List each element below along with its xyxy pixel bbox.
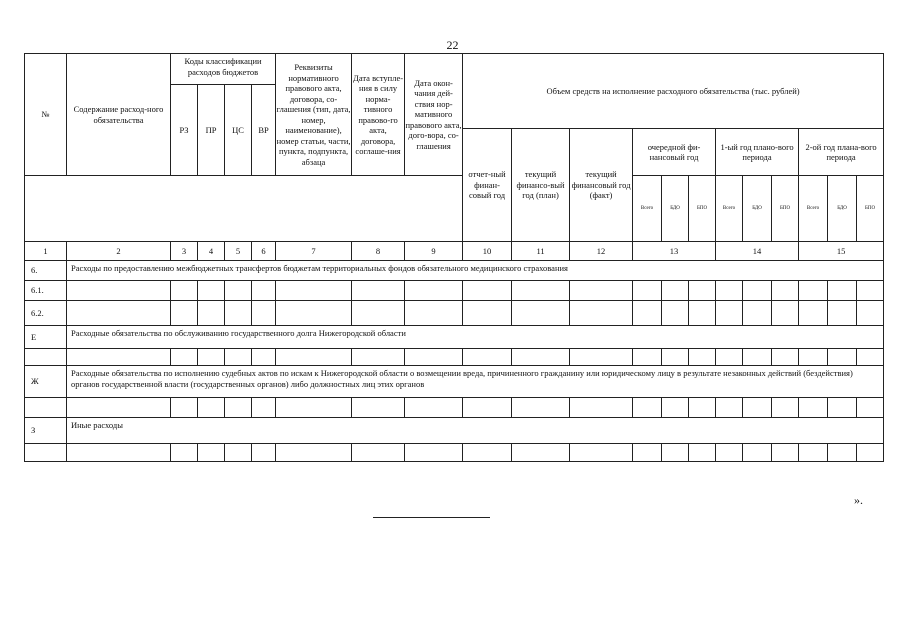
closing-quote: ». bbox=[854, 493, 863, 507]
sub-col-total: Всего bbox=[633, 176, 662, 242]
column-index-row bbox=[25, 242, 884, 261]
header-code-pr: ПР bbox=[198, 85, 225, 176]
sub-col-bdo: БДО bbox=[662, 176, 689, 242]
col-index: 10 bbox=[463, 242, 512, 261]
col-index: 15 bbox=[799, 242, 884, 261]
section-row bbox=[25, 366, 884, 398]
sub-col-total: Всего bbox=[716, 176, 743, 242]
col-index: 14 bbox=[716, 242, 799, 261]
header-code-rz: РЗ bbox=[171, 85, 198, 176]
table-row bbox=[25, 444, 884, 462]
section-title: Иные расходы bbox=[67, 418, 884, 444]
header-requisites: Реквизиты нормативного правового акта, договора, со-глашения (тип, дата, номер, наименование), номер статьи, части, пункта, подпункта, абзаца bbox=[276, 54, 352, 176]
table-row bbox=[25, 281, 884, 301]
header-content: Содержание расход-ного обязательства bbox=[67, 54, 171, 176]
page-number: 22 bbox=[446, 38, 459, 52]
header-next-year: очередной фи-нансовый год bbox=[633, 129, 716, 176]
section-row bbox=[25, 418, 884, 444]
header-volume-group: Объем средств на исполнение расходного обязательства (тыс. рублей) bbox=[463, 54, 884, 129]
header-reporting-year: отчет-ный финан-совый год bbox=[463, 129, 512, 242]
section-number: З bbox=[25, 418, 67, 444]
sub-col-bpo: БПО bbox=[772, 176, 799, 242]
section-number: Ж bbox=[25, 366, 67, 398]
header-current-plan: текущий финансо-вый год (план) bbox=[512, 129, 570, 242]
col-index: 7 bbox=[276, 242, 352, 261]
sub-col-total: Всего bbox=[799, 176, 828, 242]
row-number: 6.2. bbox=[25, 301, 67, 326]
col-index: 2 bbox=[67, 242, 171, 261]
col-index: 12 bbox=[570, 242, 633, 261]
header-plan-year-2: 2-ой год плана-вого периода bbox=[799, 129, 884, 176]
section-title: Расходы по предоставлению межбюджетных трансфертов бюджетам территориальных фондов обязательного медицинского страхования bbox=[67, 261, 884, 281]
header-end-date: Дата окон-чания дей-ствия нор-мативного правового акта, дого-вора, со-глашения bbox=[405, 54, 463, 176]
header-codes-group: Коды классификации расходов бюджетов bbox=[171, 54, 276, 85]
section-number: Е bbox=[25, 326, 67, 349]
section-row bbox=[25, 326, 884, 349]
col-index: 1 bbox=[25, 242, 67, 261]
col-index: 8 bbox=[352, 242, 405, 261]
table-row bbox=[25, 398, 884, 418]
sub-col-bpo: БПО bbox=[857, 176, 884, 242]
header-number: № bbox=[25, 54, 67, 176]
table-row bbox=[25, 349, 884, 366]
sub-col-bpo: БПО bbox=[689, 176, 716, 242]
col-index: 11 bbox=[512, 242, 570, 261]
header-code-cs: ЦС bbox=[225, 85, 252, 176]
header-empty-stub bbox=[25, 176, 463, 242]
col-index: 5 bbox=[225, 242, 252, 261]
col-index: 3 bbox=[171, 242, 198, 261]
header-code-vr: ВР bbox=[252, 85, 276, 176]
section-title: Расходные обязательства по обслуживанию государственного долга Нижегородской области bbox=[67, 326, 884, 349]
section-title: Расходные обязательства по исполнению судебных актов по искам к Нижегородской области о возмещении вреда, причиненного гражданину или юридическому лицу в результате незаконных действий (бездействия) органов государственной власти (государственных органов) либо должностных лиц этих органов bbox=[67, 366, 884, 398]
header-plan-year-1: 1-ый год плано-вого периода bbox=[716, 129, 799, 176]
col-index: 6 bbox=[252, 242, 276, 261]
header-start-date: Дата вступле-ния в силу норма-тивного правово-го акта, договора, соглаше-ния bbox=[352, 54, 405, 176]
table-row bbox=[25, 301, 884, 326]
expense-obligations-table bbox=[24, 53, 884, 462]
col-index: 9 bbox=[405, 242, 463, 261]
col-index: 13 bbox=[633, 242, 716, 261]
col-index: 4 bbox=[198, 242, 225, 261]
signature-line bbox=[373, 517, 490, 518]
section-number: 6. bbox=[25, 261, 67, 281]
header-current-fact: текущий финансовый год (факт) bbox=[570, 129, 633, 242]
sub-col-bdo: БДО bbox=[828, 176, 857, 242]
section-row bbox=[25, 261, 884, 281]
sub-col-bdo: БДО bbox=[743, 176, 772, 242]
row-number: 6.1. bbox=[25, 281, 67, 301]
